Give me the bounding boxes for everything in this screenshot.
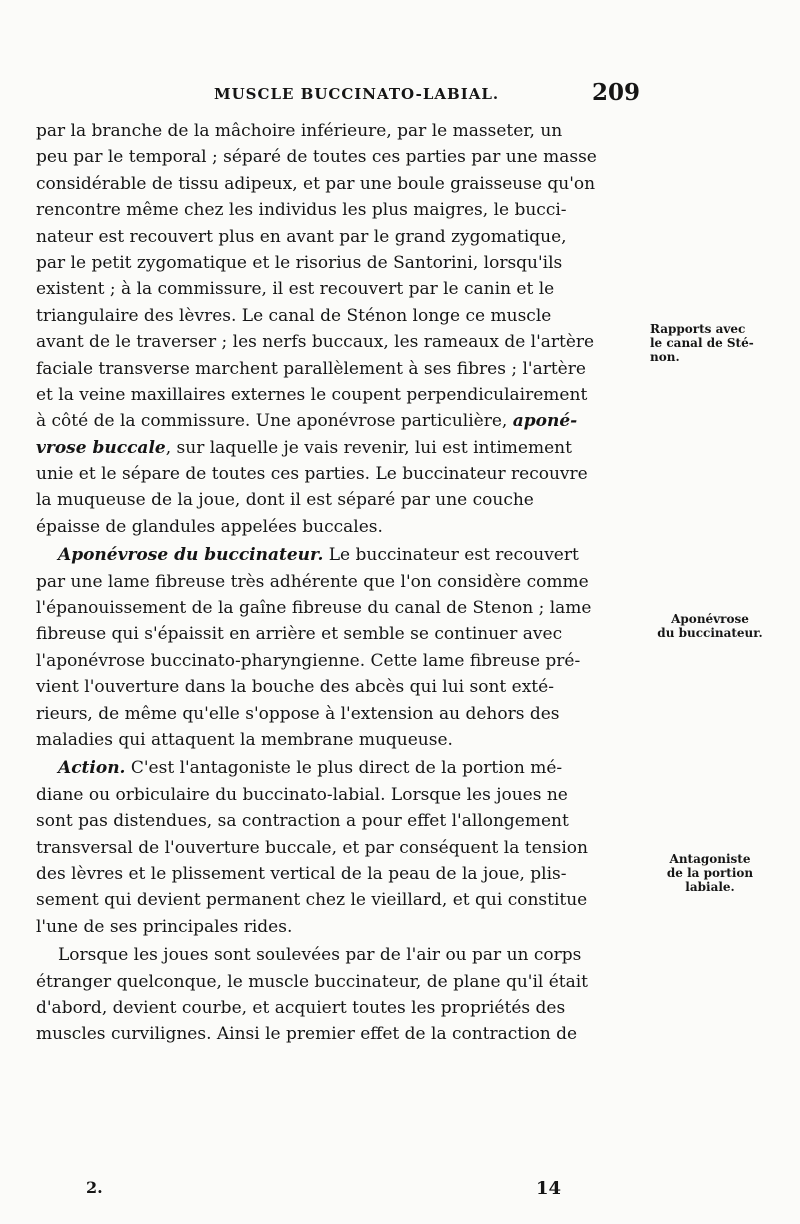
text-line: sont pas distendues, sa contraction a pour effet l'allongement <box>36 811 569 832</box>
text-line: maladies qui attaquent la membrane muqueuse. <box>36 729 453 750</box>
margin-note-line: labiale. <box>685 880 735 894</box>
text-line: sement qui devient permanent chez le vieillard, et qui constitue <box>36 890 588 911</box>
text-line: existent ; à la commissure, il est recouvert par le canin et le <box>36 279 555 300</box>
text-line: rencontre même chez les individus les plus maigres, le bucci- <box>36 200 567 221</box>
margin-note-line: le canal de Sté- <box>650 336 754 350</box>
text-line: Lorsque les joues sont soulevées par de l'air ou par un corps <box>58 945 582 966</box>
text-line: rieurs, de même qu'elle s'oppose à l'extension au dehors des <box>36 703 560 724</box>
text-run: à côté de la commissure. Une aponévrose particulière, <box>36 411 513 432</box>
body-text <box>36 118 646 1048</box>
margin-note-line: du buccinateur. <box>657 626 763 640</box>
text-line: d'abord, devient courbe, et acquiert toutes les propriétés des <box>36 997 566 1018</box>
italic-run: aponé- <box>512 411 578 432</box>
text-line: nateur est recouvert plus en avant par le grand zygomatique, <box>36 226 567 247</box>
margin-note-line: Rapports avec <box>650 322 746 336</box>
text-line: l'une de ses principales rides. <box>36 916 293 937</box>
text-line: l'épanouissement de la gaîne fibreuse du canal de Stenon ; lame <box>36 598 592 619</box>
section-title-action: Action. <box>58 758 126 779</box>
text-line: faciale transverse marchent parallèlement à ses fibres ; l'artère <box>36 358 586 379</box>
text-line: peu par le temporal ; séparé de toutes ces parties par une masse <box>36 147 597 168</box>
margin-note-antagoniste <box>650 852 770 894</box>
text-line: vient l'ouverture dans la bouche des abcès qui lui sont exté- <box>36 677 554 698</box>
margin-note-line: Antagoniste <box>669 852 751 866</box>
running-head: MUSCLE BUCCINATO-LABIAL. <box>214 85 500 103</box>
text-line: des lèvres et le plissement vertical de la peau de la joue, plis- <box>36 863 567 884</box>
text-line: diane ou orbiculaire du buccinato-labial. Lorsque les joues ne <box>36 784 568 805</box>
text-line: par la branche de la mâchoire inférieure, par le masseter, un <box>36 121 563 141</box>
text-line: l'aponévrose buccinato-pharyngienne. Cette lame fibreuse pré- <box>36 650 581 671</box>
text-line: la muqueuse de la joue, dont il est séparé par une couche <box>36 490 534 511</box>
text-run: C'est l'antagoniste le plus direct de la portion mé- <box>125 758 563 779</box>
text-line: par une lame fibreuse très adhérente que l'on considère comme <box>36 571 589 592</box>
page-footer <box>40 1178 640 1202</box>
text-line: fibreuse qui s'épaissit en arrière et semble se continuer avec <box>36 624 563 645</box>
text-line-mixed <box>36 542 646 568</box>
margin-note-rapports <box>650 322 770 364</box>
text-line-mixed <box>36 408 646 434</box>
text-line: et la veine maxillaires externes le coupent perpendiculairement <box>36 384 588 405</box>
margin-note-line: non. <box>650 350 680 364</box>
margin-note-aponevrose <box>650 612 770 640</box>
text-line: triangulaire des lèvres. Le canal de Sténon longe ce muscle <box>36 305 552 326</box>
page-number: 209 <box>591 79 640 106</box>
page-header <box>40 79 640 115</box>
text-run: , sur laquelle je vais revenir, lui est intimement <box>165 437 572 458</box>
text-line: étranger quelconque, le muscle buccinateur, de plane qu'il était <box>36 971 589 992</box>
margin-note-line: de la portion <box>666 866 754 880</box>
text-line-mixed <box>36 755 646 781</box>
signature-mark: 2. <box>86 1178 103 1197</box>
italic-run: vrose buccale <box>36 437 166 458</box>
text-run: Le buccinateur est recouvert <box>323 545 579 566</box>
text-line: épaisse de glandules appelées buccales. <box>36 516 383 537</box>
text-line: avant de le traverser ; les nerfs buccaux, les rameaux de l'artère <box>36 332 595 353</box>
text-line-mixed <box>36 435 646 461</box>
text-line: unie et le sépare de toutes ces parties. Le buccinateur recouvre <box>36 464 588 485</box>
text-line: muscles curvilignes. Ainsi le premier effet de la contraction de <box>36 1024 578 1045</box>
sheet-number: 14 <box>536 1178 562 1199</box>
section-title-aponevrose: Aponévrose du buccinateur. <box>58 545 324 566</box>
text-line: transversal de l'ouverture buccale, et par conséquent la tension <box>36 837 588 858</box>
text-line: par le petit zygomatique et le risorius de Santorini, lorsqu'ils <box>36 252 563 273</box>
text-line: considérable de tissu adipeux, et par une boule graisseuse qu'on <box>36 173 596 194</box>
margin-note-line: Aponévrose <box>671 612 749 626</box>
